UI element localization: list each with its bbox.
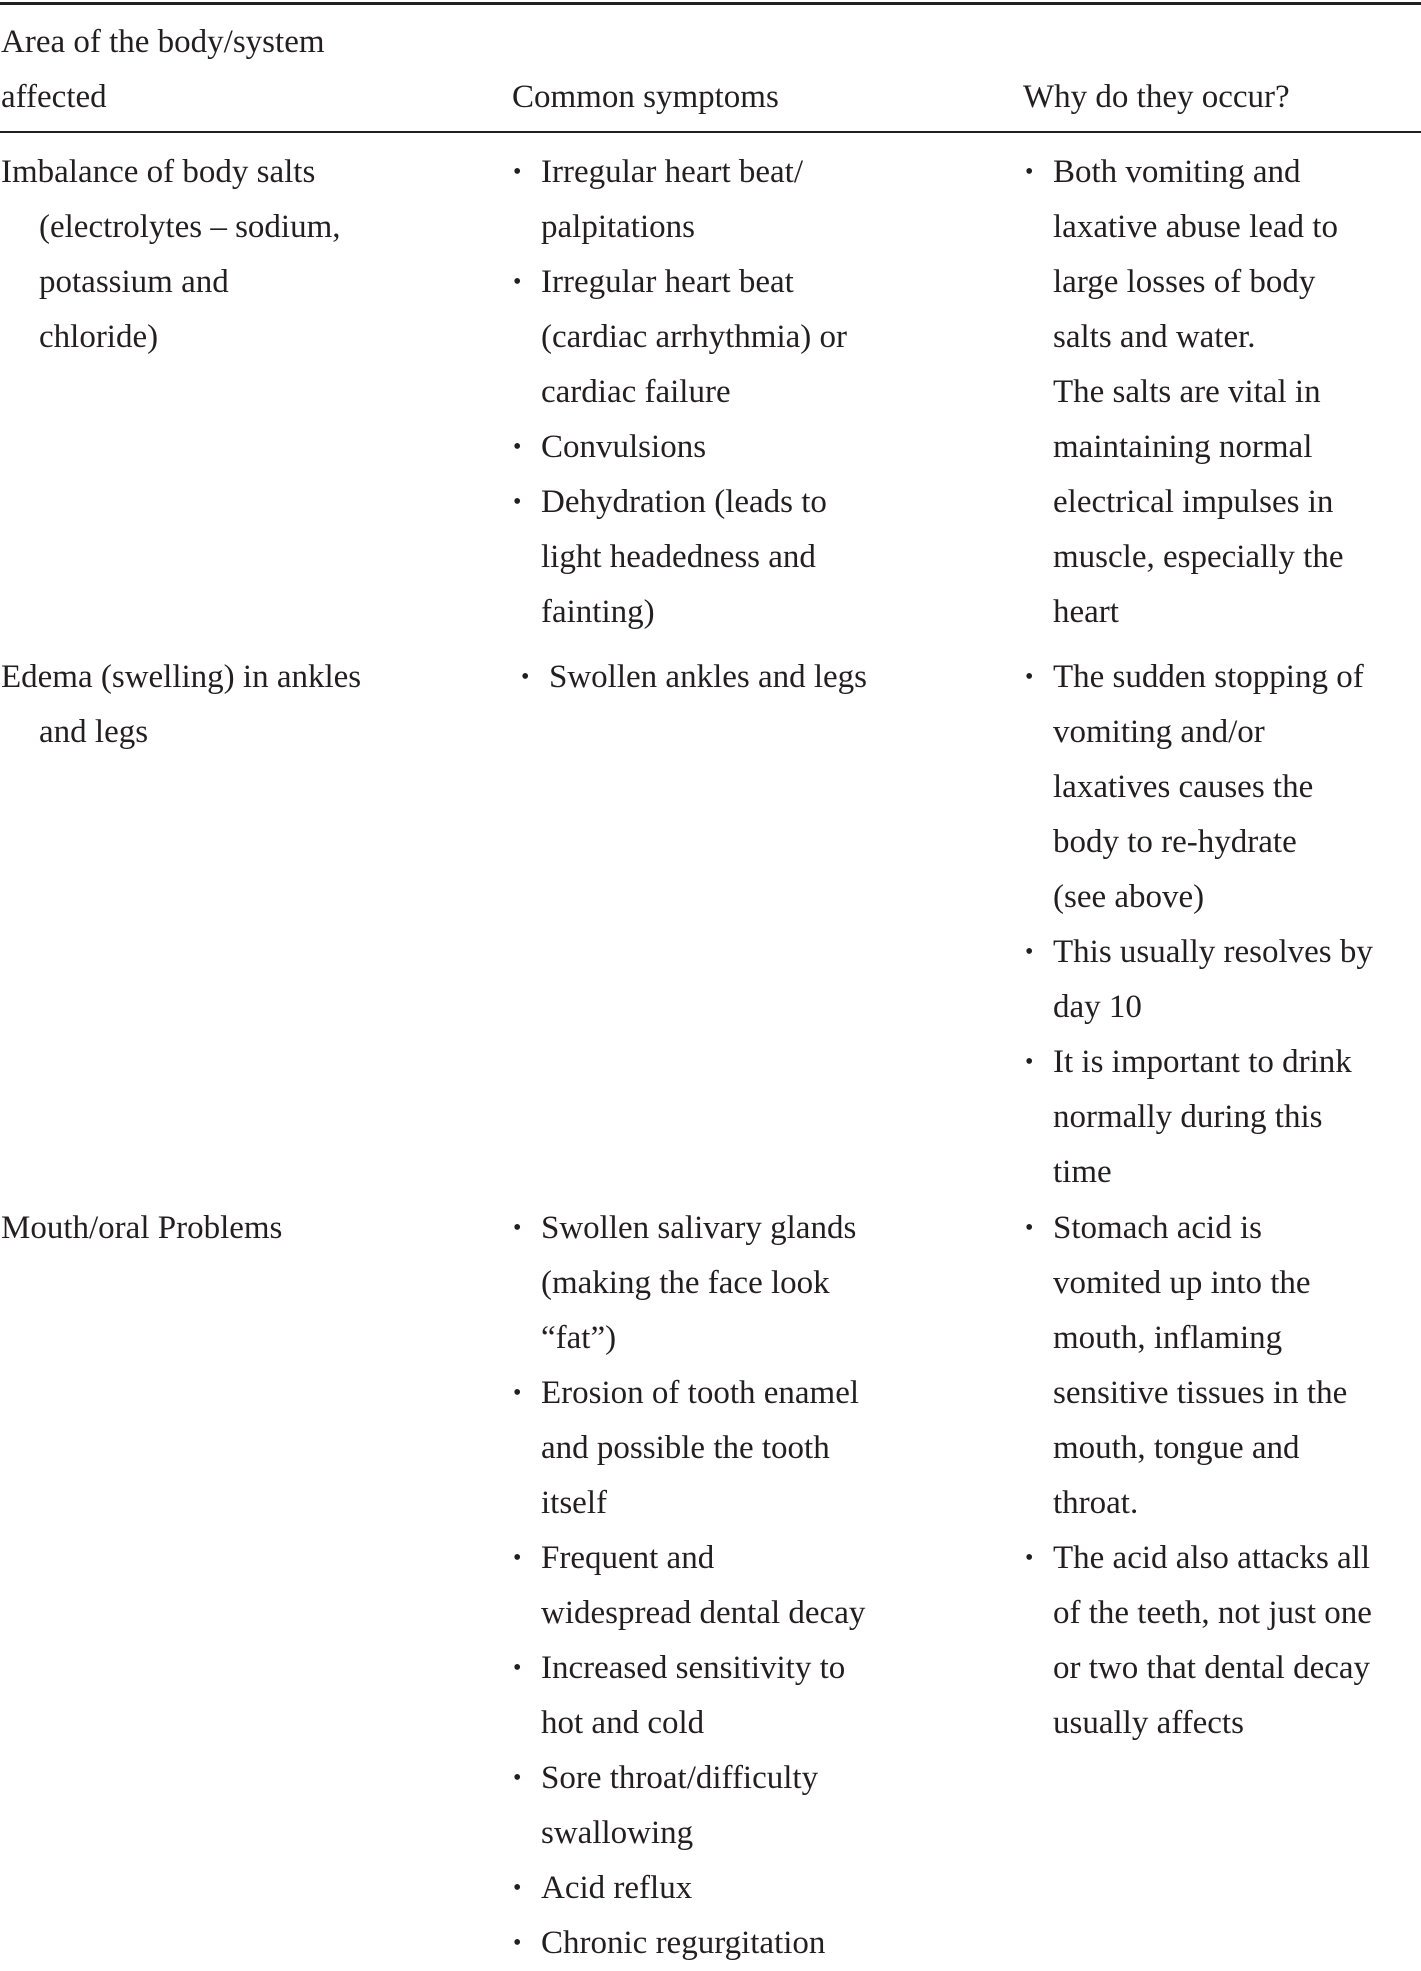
why-item: • Stomach acid is vomited up into the mouth, inflaming sensitive tissues in the mouth, tongue and throat. bbox=[1020, 1201, 1421, 1531]
symptom-item: • Swollen ankles and legs bbox=[516, 650, 936, 705]
why-item: • This usually resolves by day 10 bbox=[1020, 925, 1421, 1035]
symptom-item: • Increased sensitivity to hot and cold bbox=[508, 1641, 928, 1751]
symptom-item: • Acid reflux bbox=[508, 1861, 928, 1916]
row-1-area: Imbalance of body salts (electrolytes – sodium, potassium and chloride) bbox=[1, 154, 341, 355]
symptom-item: • Frequent and widespread dental decay bbox=[508, 1531, 928, 1641]
row-2-symptoms-list bbox=[516, 650, 936, 705]
row-1-why-list bbox=[1020, 145, 1421, 640]
symptom-item: • Sore throat/difficulty swallowing bbox=[508, 1751, 928, 1861]
symptom-item: • Dehydration (leads to light headedness and fainting) bbox=[508, 475, 928, 640]
header-symptoms: Common symptoms bbox=[512, 79, 779, 115]
symptom-item: • Irregular heart beat/ palpitations bbox=[508, 145, 928, 255]
row-2-why-list bbox=[1020, 650, 1421, 1200]
symptom-item: • Chronic regurgitation bbox=[508, 1916, 928, 1971]
why-item: • The sudden stopping of vomiting and/or laxatives causes the body to re-hydrate (see above) bbox=[1020, 650, 1421, 925]
row-2-area: Edema (swelling) in ankles and legs bbox=[1, 659, 362, 750]
table-top-rule bbox=[0, 2, 1421, 5]
table-header-rule bbox=[0, 131, 1421, 133]
header-why: Why do they occur? bbox=[1023, 79, 1290, 115]
why-item: • The acid also attacks all of the teeth, not just one or two that dental decay usually affects bbox=[1020, 1531, 1421, 1751]
row-1-symptoms-list bbox=[508, 145, 928, 640]
symptom-item: • Convulsions bbox=[508, 420, 928, 475]
row-3-area: Mouth/oral Problems bbox=[1, 1210, 283, 1246]
header-area: Area of the body/system affected bbox=[1, 24, 325, 115]
symptom-item: • Irregular heart beat (cardiac arrhythmia) or cardiac failure bbox=[508, 255, 928, 420]
row-3-why-list bbox=[1020, 1201, 1421, 1751]
why-item: • Both vomiting and laxative abuse lead to large losses of body salts and water. The salts are vital in maintaining normal electrical impulses in muscle, especially the heart bbox=[1020, 145, 1421, 640]
symptom-item: • Swollen salivary glands (making the face look “fat”) bbox=[508, 1201, 928, 1366]
row-3-symptoms-list bbox=[508, 1201, 928, 1971]
why-item: • It is important to drink normally during this time bbox=[1020, 1035, 1421, 1200]
symptom-item: • Erosion of tooth enamel and possible the tooth itself bbox=[508, 1366, 928, 1531]
